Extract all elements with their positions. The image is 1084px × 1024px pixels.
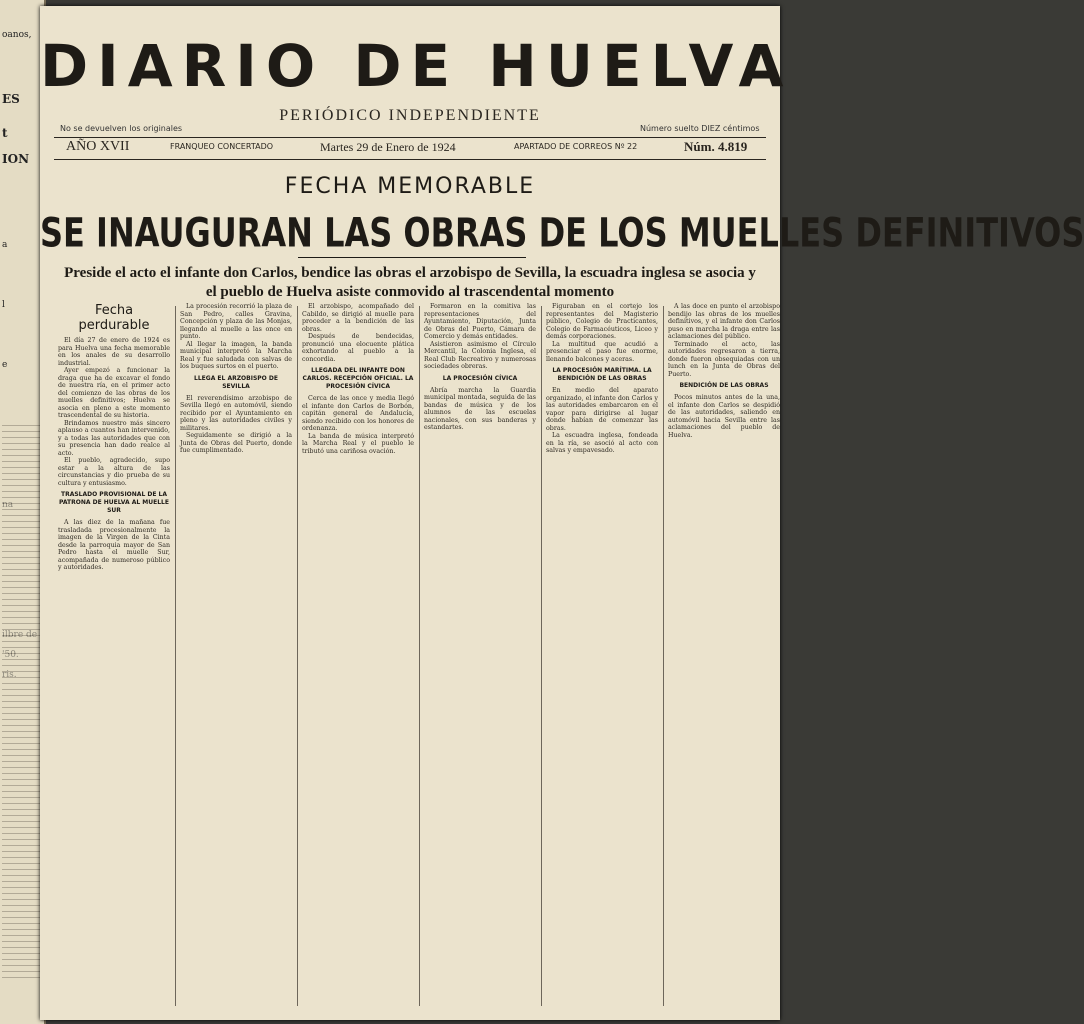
article-headline: SE INAUGURAN LAS OBRAS DE LOS MUELLES DEFINITIVOS: [40, 209, 1084, 257]
paragraph: La procesión recorrió la plaza de San Pedro, calles Gravina, Concepción y plaza de las Monjas, llegando al muelle a las once en punto.: [180, 303, 292, 340]
paragraph: La banda de música interpretó la Marcha Real y el pueblo le tributó una cariñosa ovación.: [302, 432, 414, 455]
paragraph: A las diez de la mañana fue trasladada procesionalmente la imagen de la Virgen de la Cinta desde la parroquia mayor de San Pedro hasta el muelle Sur, acompañada de numeroso público y autoridades.: [58, 519, 170, 571]
paragraph: Asistieron asimismo el Círculo Mercantil, la Colonia Inglesa, el Real Club Recreativo y numerosas sociedades obreras.: [424, 340, 536, 370]
article-deck: Preside el acto el infante don Carlos, bendice las obras el arzobispo de Sevilla, la escuadra inglesa se asocia y el pueblo de Huelva asiste conmovido al trascendental momento: [64, 265, 756, 300]
column-divider: [297, 306, 298, 1006]
paragraph: Figuraban en el cortejo los representantes del Magisterio público, Colegio de Practicantes, Colegio de Farmacéuticos, Liceo y demás corporaciones.: [546, 303, 658, 340]
masthead-note-left: No se devuelven los originales: [60, 124, 183, 133]
prev-fragment: e: [2, 360, 8, 370]
paragraph: La escuadra inglesa, fondeada en la ría, se asoció al acto con salvas y empavesado.: [546, 432, 658, 454]
article-kicker: FECHA MEMORABLE: [284, 174, 536, 199]
column-divider: [663, 306, 664, 1006]
paragraph: A las doce en punto el arzobispo bendijo las obras de los muelles definitivos, y el infante don Carlos puso en marcha la draga entre las aclamaciones del público.: [668, 303, 780, 340]
paragraph: En medio del aparato organizado, el infante don Carlos y las autoridades embarcaron en el vapor para dirigirse al lugar donde habían de comenzar las obras.: [546, 387, 658, 432]
newspaper-page: [40, 6, 1084, 1020]
headline-rule: [298, 257, 526, 258]
paragraph: Brindamos nuestro más sincero aplauso a cuantos han intervenido, y a todas las autoridades que con su presencia han dado realce al acto.: [58, 419, 170, 457]
paragraph: Al llegar la imagen, la banda municipal interpretó la Marcha Real y fue saludada con salvas de los buques surtos en el puerto.: [180, 340, 292, 370]
paragraph: El reverendísimo arzobispo de Sevilla llegó en automóvil, siendo recibido por el Ayuntamiento en pleno y las autoridades civiles y militares.: [180, 394, 292, 432]
prev-fragment: ION: [2, 152, 30, 166]
paragraph: Pocos minutos antes de la una, el infante don Carlos se despidió de las autoridades, saliendo en automóvil hacia Sevilla entre las aclamaciones del pueblo de Huelva.: [668, 394, 780, 439]
po-box-label: APARTADO DE CORREOS Nº 22: [514, 142, 638, 151]
dateline-rule-top: [54, 137, 766, 138]
paragraph: El día 27 de enero de 1924 es para Huelva una fecha memorable en los anales de su desarrollo industrial.: [58, 337, 170, 367]
paragraph: La multitud que acudió a presenciar el paso fue enorme, llenando balcones y aceras.: [546, 340, 658, 363]
paragraph: Ayer empezó a funcionar la draga que ha de excavar el fondo de nuestra ría, en el primer acto del comienzo de las obras de los muelles definitivos; Huelva se asocia en pleno a este momento trascendental de su historia.: [58, 367, 170, 419]
subheading: LA PROCESIÓN CÍVICA: [442, 374, 518, 382]
subheading: LA PROCESIÓN MARÍTIMA. LA BENDICIÓN DE LAS OBRAS: [552, 367, 652, 382]
issue-number: Núm. 4.819: [684, 139, 748, 154]
dateline-rule-bottom: [54, 159, 766, 160]
subheading: BENDICIÓN DE LAS OBRAS: [679, 382, 769, 389]
subheading: TRASLADO PROVISIONAL DE LA PATRONA DE HUELVA AL MUELLE SUR: [59, 491, 169, 514]
issue-date: Martes 29 de Enero de 1924: [320, 140, 456, 154]
column-divider: [419, 306, 420, 1006]
masthead-title: DIARIO DE HUELVA: [40, 32, 793, 100]
masthead-subtitle: PERIÓDICO INDEPENDIENTE: [279, 107, 541, 124]
prev-fragment: a: [2, 240, 8, 250]
paragraph: Cerca de las once y media llegó el infante don Carlos de Borbón, capitán general de Andalucía, siendo recibido con los honores de ordenanza.: [302, 395, 414, 432]
prev-text-column: [2, 420, 40, 980]
column-divider: [175, 306, 176, 1006]
column-divider: [541, 306, 542, 1006]
text-column-3: [302, 303, 414, 1013]
paragraph: El pueblo, agradecido, supo estar a la altura de las circunstancias y dio prueba de su cultura y entusiasmo.: [58, 457, 170, 487]
paragraph: Después de bendecidas, pronunció una elocuente plática exhortando al pueblo a la concordia.: [302, 333, 414, 363]
prev-fragment: t: [2, 126, 8, 140]
prev-fragment: oanos,: [2, 30, 32, 40]
year-label: AÑO XVII: [66, 139, 130, 154]
paragraph: Abría marcha la Guardia municipal montada, seguida de las bandas de música y de los alumnos de las escuelas nacionales, con sus banderas y estandartes.: [424, 386, 536, 431]
prev-fragment: l: [2, 300, 5, 310]
paragraph: Formaron en la comitiva las representaciones del Ayuntamiento, Diputación, Junta de Obras del Puerto, Cámara de Comercio y demás entidades.: [424, 303, 536, 340]
paragraph: El arzobispo, acompañado del Cabildo, se dirigió al muelle para proceder a la bendición de las obras.: [302, 303, 414, 333]
prev-fragment: ES: [2, 92, 20, 106]
text-column-4: [424, 303, 536, 1013]
text-column-2: [180, 303, 292, 1013]
paragraph: Terminado el acto, las autoridades regresaron a tierra, donde fueron obsequiadas con un lunch en la Junta de Obras del Puerto.: [668, 340, 780, 378]
text-column-6: [668, 303, 780, 1013]
paragraph: Seguidamente se dirigió a la Junta de Obras del Puerto, donde fue cumplimentado.: [180, 432, 292, 454]
subheading: LLEGA EL ARZOBISPO DE SEVILLA: [194, 374, 278, 390]
column-heading: Fecha perdurable: [78, 303, 150, 333]
postage-label: FRANQUEO CONCERTADO: [170, 142, 274, 151]
text-column-5: [546, 303, 658, 1013]
text-column-1: [58, 303, 170, 1013]
subheading: LLEGADA DEL INFANTE DON CARLOS. RECEPCIÓN OFICIAL. LA PROCESIÓN CÍVICA: [302, 367, 414, 390]
masthead-note-right: Número suelto DIEZ céntimos: [640, 124, 760, 133]
